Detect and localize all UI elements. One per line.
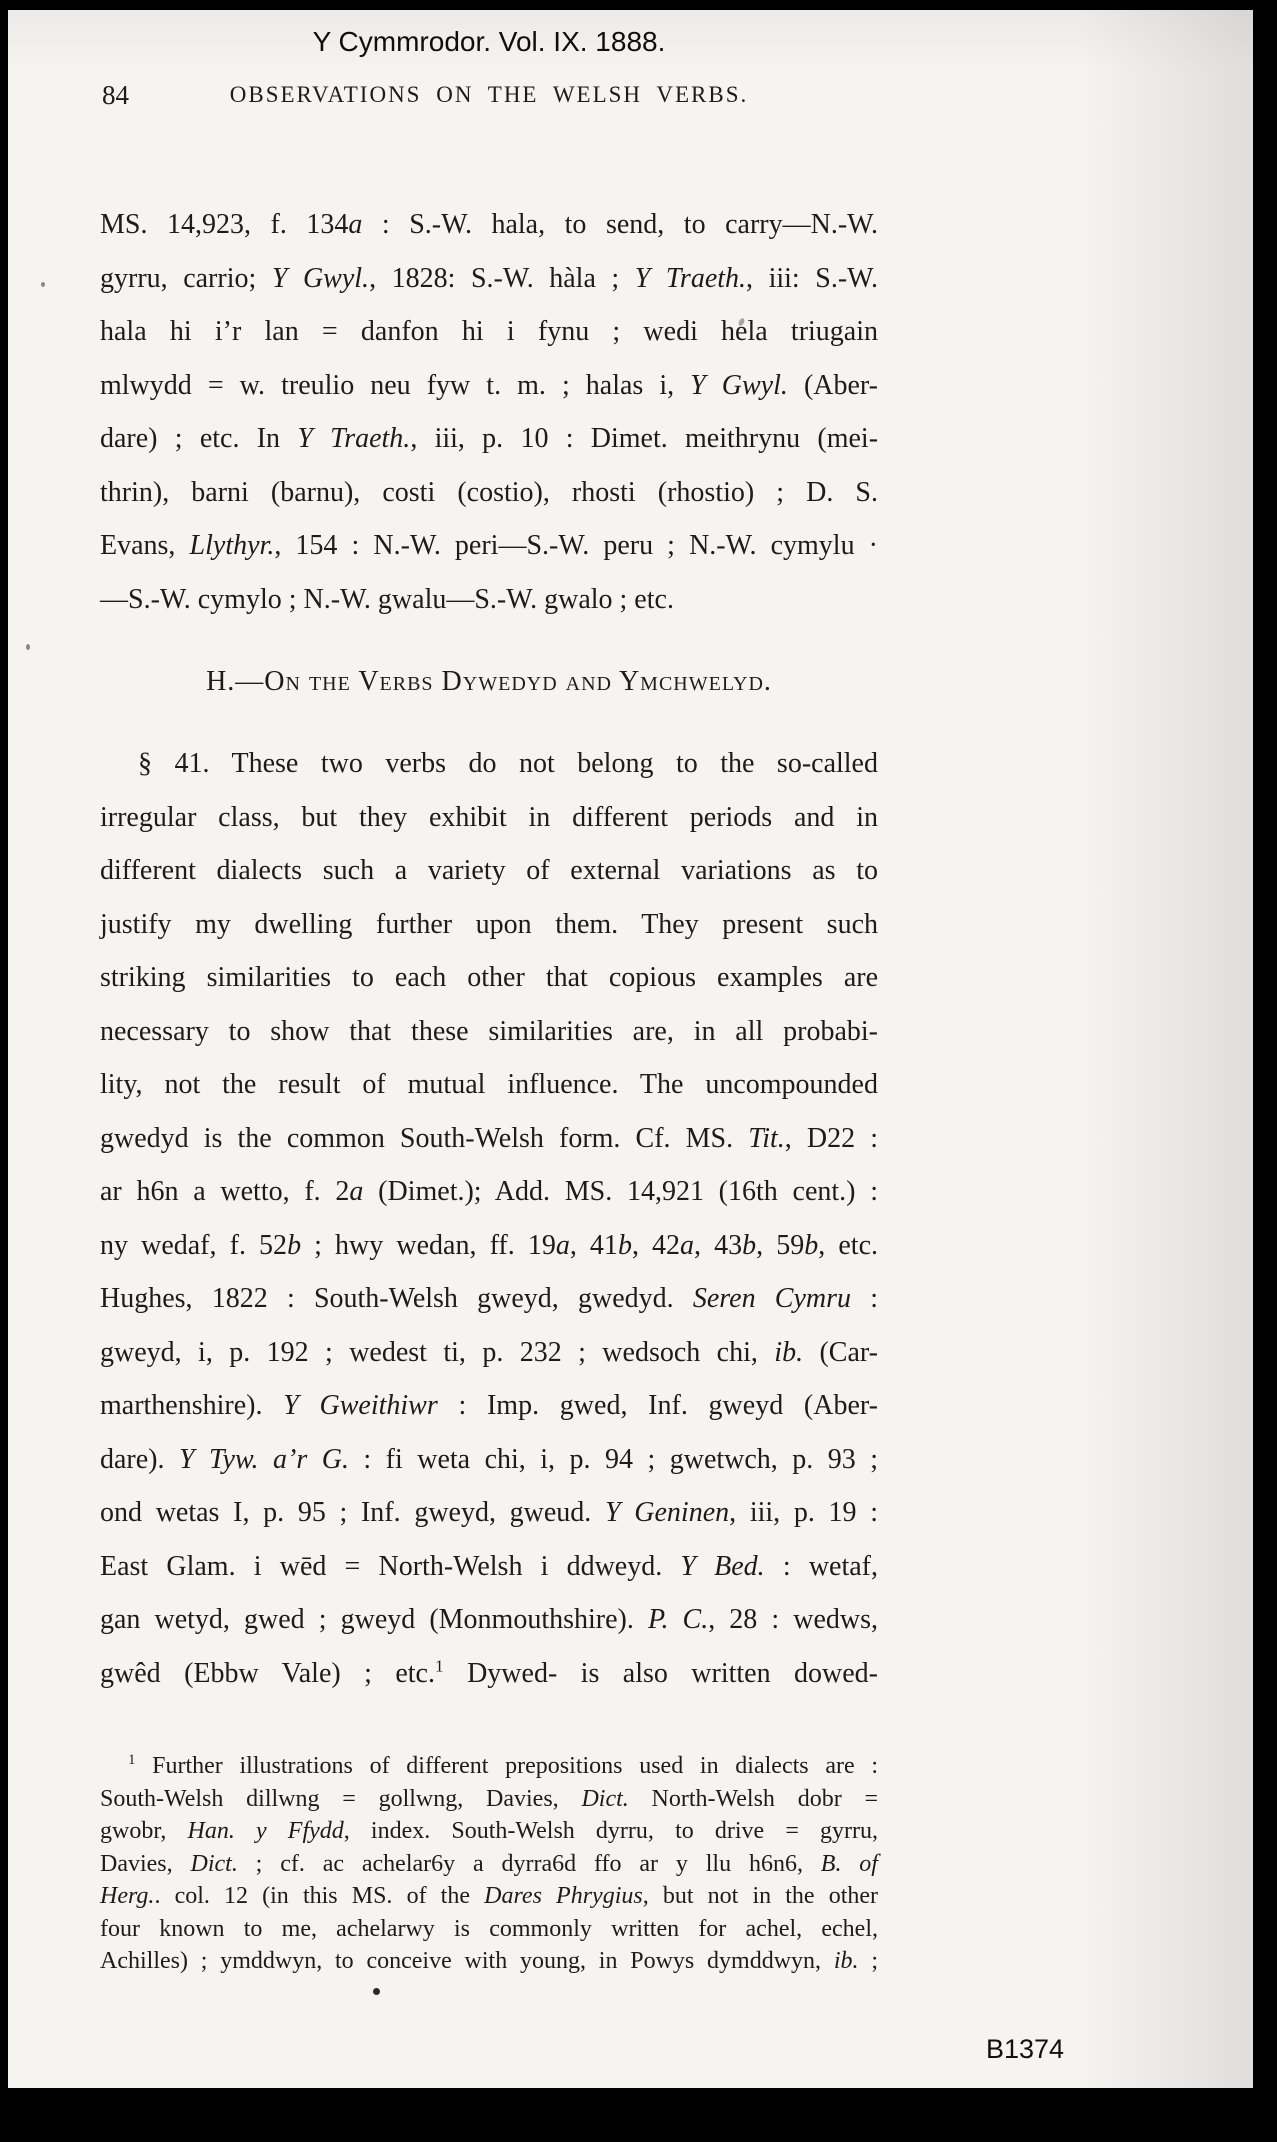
text-line: mlwydd = w. treulio neu fyw t. m. ; halas i, Y Gwyl. (Aber- bbox=[100, 369, 879, 401]
text-line: ny wedaf, f. 52b ; hwy wedan, ff. 19a, 41b, 42a, 43b, 59b, etc. bbox=[100, 1229, 879, 1261]
document-page bbox=[8, 10, 1253, 2088]
running-title: OBSERVATIONS ON THE WELSH VERBS. bbox=[229, 82, 749, 107]
footnote-line: gwobr, Han. y Ffydd, index. South-Welsh dyrru, to drive = gyrru, bbox=[100, 1818, 879, 1844]
text-line: thrin), barni (barnu), costi (costio), rhosti (rhostio) ; D. S. bbox=[100, 476, 878, 508]
text-line: —S.-W. cymylo ; N.-W. gwalu—S.-W. gwalo ; etc. bbox=[100, 583, 674, 615]
footnote-line: Herg.. col. 12 (in this MS. of the Dares Phrygius, but not in the other bbox=[100, 1883, 879, 1909]
text-line: gwêd (Ebbw Vale) ; etc.$^1$ Dywed- is also written dowed- bbox=[100, 1656, 879, 1689]
text-line: striking similarities to each other that copious examples are bbox=[100, 962, 878, 993]
text-line: justify my dwelling further upon them. They present such bbox=[100, 908, 878, 940]
text-line: ond wetas I, p. 95 ; Inf. gweyd, gweud. Y Geninen, iii, p. 19 : bbox=[100, 1497, 878, 1528]
footnote-line: four known to me, achelarwy is commonly written for achel, echel, bbox=[100, 1915, 878, 1942]
volume-header-label: Y Cymmrodor. Vol. IX. 1888. bbox=[312, 26, 666, 57]
text-line: MS. 14,923, f. 134a : S.-W. hala, to send, to carry—N.-W. bbox=[100, 209, 878, 240]
text-line: lity, not the result of mutual influence. The uncompounded bbox=[100, 1069, 878, 1100]
text-line: gweyd, i, p. 192 ; wedest ti, p. 232 ; wedsoch chi, ib. (Car- bbox=[100, 1336, 878, 1368]
text-line: Hughes, 1822 : South-Welsh gweyd, gwedyd. Seren Cymru : bbox=[100, 1283, 879, 1314]
text-line: Evans, Llythyr., 154 : N.-W. peri—S.-W. peru ; N.-W. cymylu · bbox=[100, 530, 878, 561]
footnote-line: $^1$ Further illustrations of different prepositions used in dialects are : bbox=[128, 1752, 878, 1779]
text-line: gan wetyd, gwed ; gweyd (Monmouthshire). P. C., 28 : wedws, bbox=[100, 1604, 879, 1635]
text-line: East Glam. i wēd = North-Welsh i ddweyd. Y Bed. : wetaf, bbox=[100, 1550, 878, 1582]
text-line: dare). Y Tyw. a’r G. : fi weta chi, i, p. 94 ; gwetwch, p. 93 ; bbox=[100, 1443, 878, 1475]
section-heading: H.—On the Verbs Dywedyd and Ymchwelyd. bbox=[206, 666, 772, 697]
footnote bbox=[100, 1750, 878, 1978]
text-line: different dialects such a variety of external variations as to bbox=[100, 855, 878, 886]
text-line: hala hi i’r lan = danfon hi i fynu ; wedi hela triugain bbox=[100, 316, 878, 347]
footnote-line: Achilles) ; ymddwyn, to conceive with young, in Powys dymddwyn, ib. ; bbox=[100, 1948, 878, 1974]
body-paragraph-2 bbox=[100, 737, 878, 1700]
scan-speck bbox=[26, 644, 30, 650]
text-line: irregular class, but they exhibit in different periods and in bbox=[100, 801, 878, 833]
running-head bbox=[100, 78, 878, 112]
body-paragraph-1 bbox=[100, 198, 878, 626]
text-line: necessary to show that these similarities are, in all probabi- bbox=[100, 1015, 878, 1047]
footnote-line: South-Welsh dillwng = gollwng, Davies, Dict. North-Welsh dobr = bbox=[100, 1785, 878, 1812]
scan-id-label: B1374 bbox=[986, 2034, 1065, 2064]
text-line: dare) ; etc. In Y Traeth., iii, p. 10 : Dimet. meithrynu (mei- bbox=[100, 423, 879, 454]
text-line: ar h6n a wetto, f. 2a (Dimet.); Add. MS. 14,921 (16th cent.) : bbox=[100, 1176, 878, 1207]
text-line: gwedyd is the common South-Welsh form. Cf. MS. Tit., D22 : bbox=[100, 1122, 878, 1154]
printers-mark-dot bbox=[373, 1988, 380, 1995]
footnote-line: Davies, Dict. ; cf. ac achelar6y a dyrra6d ffo ar y llu h6n6, B. of bbox=[100, 1850, 878, 1877]
text-line: § 41. These two verbs do not belong to the so-called bbox=[138, 748, 878, 779]
text-line: marthenshire). Y Gweithiwr : Imp. gwed, Inf. gweyd (Aber- bbox=[100, 1390, 878, 1421]
text-line: gyrru, carrio; Y Gwyl., 1828: S.-W. hàla ; Y Traeth., iii: S.-W. bbox=[100, 262, 879, 294]
page-number: 84 bbox=[102, 80, 129, 110]
scan-speck bbox=[41, 282, 45, 287]
